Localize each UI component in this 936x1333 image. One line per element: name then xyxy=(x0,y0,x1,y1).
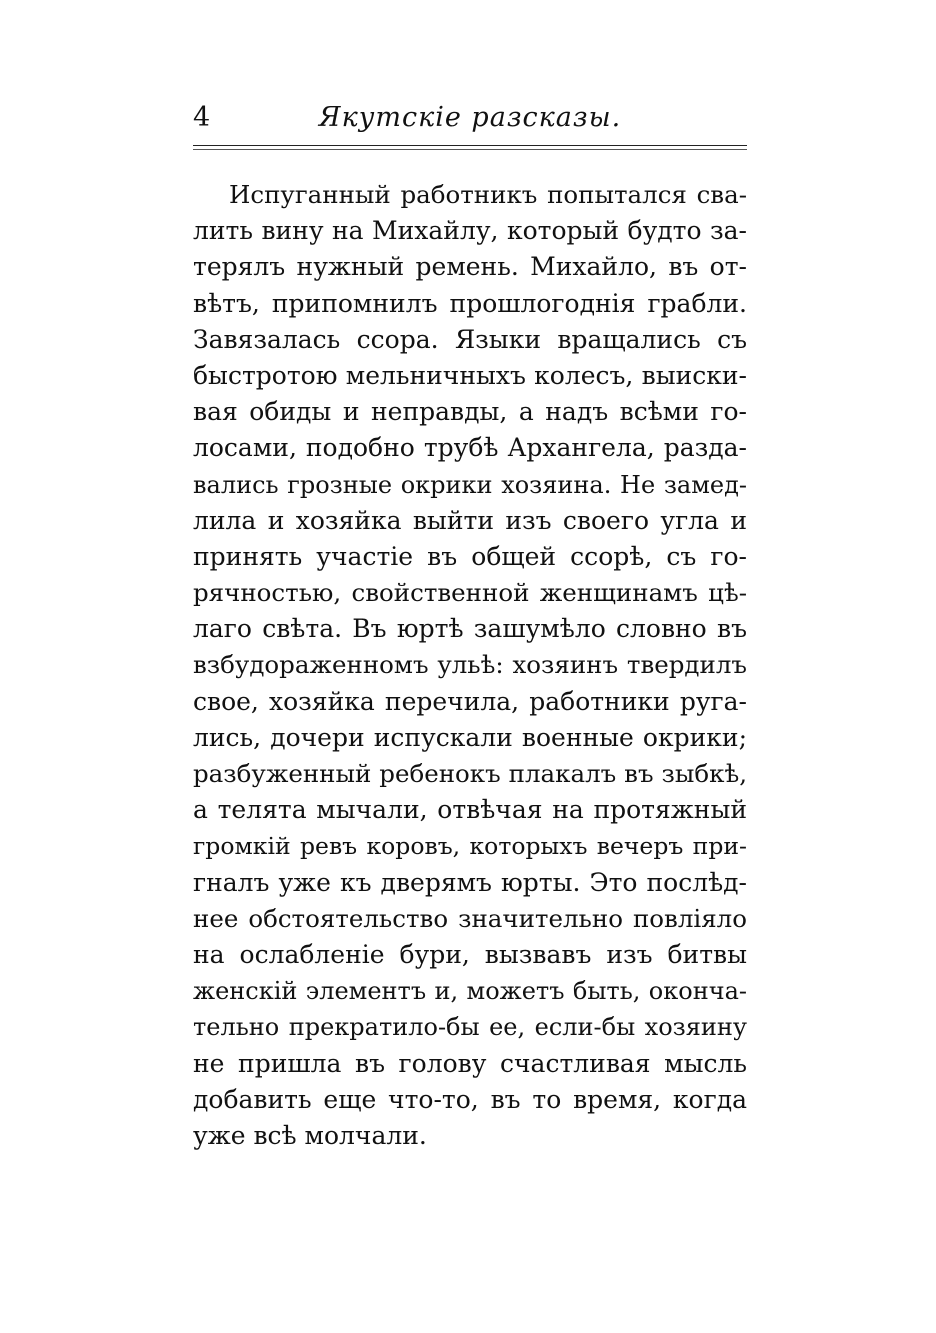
text-line: терялъ нужный ремень. Михайло, въ от- xyxy=(193,252,747,282)
body-text xyxy=(193,177,747,1154)
text-line: на ослабленіе бури, вызвавъ изъ битвы xyxy=(193,939,747,969)
text-line: громкій ревъ коровъ, которыхъ вечеръ при- xyxy=(193,832,747,861)
text-line: тельно прекратило-бы ее, если-бы хозяину xyxy=(193,1013,747,1042)
text-line: лись, дочери испускали военные окрики; xyxy=(193,722,747,752)
page-number: 4 xyxy=(193,102,211,133)
text-line: добавить еще что-то, въ то время, когда xyxy=(193,1084,747,1114)
text-line: разбуженный ребенокъ плакалъ въ зыбкѣ, xyxy=(193,759,747,788)
text-line: уже всѣ молчали. xyxy=(193,1120,427,1150)
text-line: а телята мычали, отвѣчая на протяжный xyxy=(193,795,747,825)
text-line: взбудораженномъ ульѣ: хозяинъ твердилъ xyxy=(193,650,747,680)
running-title: Якутскіе разсказы. xyxy=(318,102,622,133)
text-line: Испуганный работникъ попытался сва- xyxy=(229,180,747,209)
text-line: нее обстоятельство значительно повліяло xyxy=(193,903,747,933)
text-line: рячностью, свойственной женщинамъ цѣ- xyxy=(193,578,747,608)
text-line: вѣтъ, припомнилъ прошлогоднія грабли. xyxy=(193,288,747,318)
text-line: не пришла въ голову счастливая мысль xyxy=(193,1048,747,1078)
text-line: вая обиды и неправды, а надъ всѣми го- xyxy=(193,397,747,427)
text-line: Завязалась ссора. Языки вращались съ xyxy=(193,324,747,354)
text-line: лила и хозяйка выйти изъ своего угла и xyxy=(193,505,747,535)
text-line: лосами, подобно трубѣ Архангела, разда- xyxy=(193,433,747,463)
text-line: гналъ уже къ дверямъ юрты. Это послѣд- xyxy=(193,867,747,897)
text-line: свое, хозяйка перечила, работники руга- xyxy=(193,686,747,716)
text-line: быстротою мельничныхъ колесъ, выиски- xyxy=(193,360,747,390)
text-line: лить вину на Михайлу, который будто за- xyxy=(193,216,747,246)
text-line: вались грозные окрики хозяина. Не замед- xyxy=(193,470,747,499)
page-header xyxy=(193,100,747,142)
text-line: женскій элементъ и, можетъ быть, оконча- xyxy=(193,977,747,1006)
text-line: лаго свѣта. Въ юртѣ зашумѣло словно въ xyxy=(193,614,747,644)
text-line: принять участіе въ общей ссорѣ, съ го- xyxy=(193,541,747,571)
header-rule-secondary xyxy=(193,149,747,150)
header-rule xyxy=(193,145,747,146)
